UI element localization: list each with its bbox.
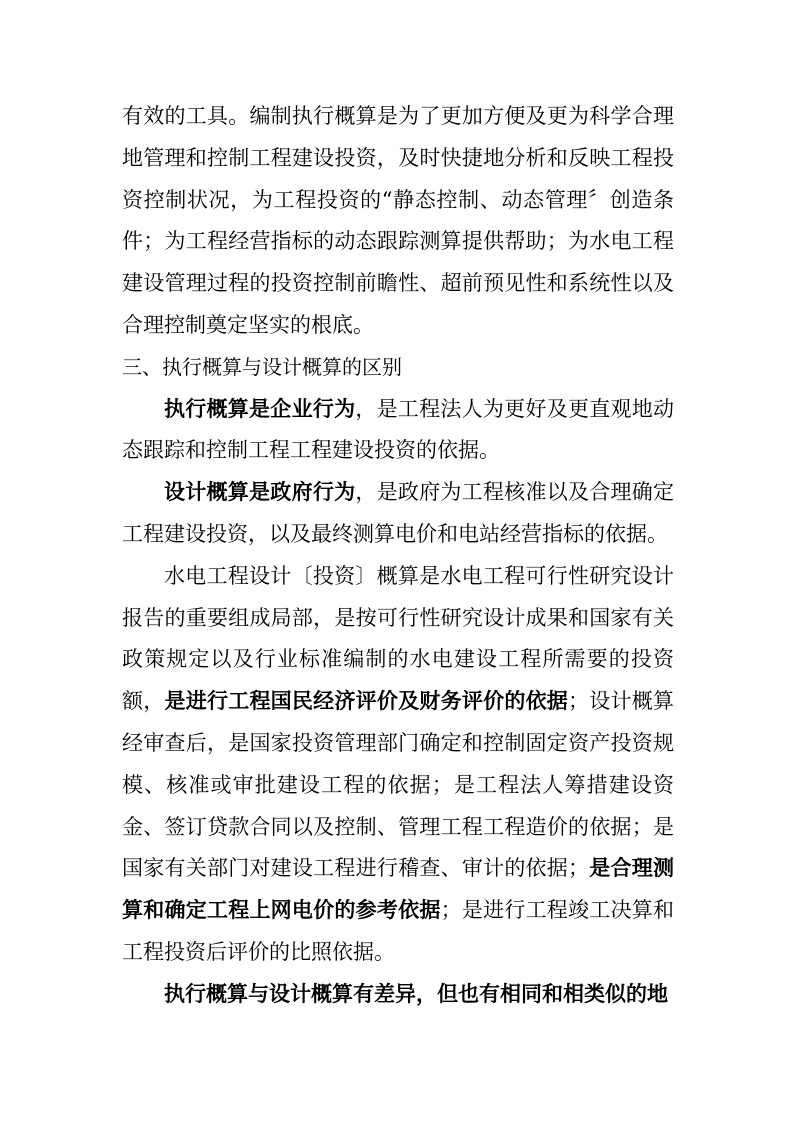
bold-phrase: 是进行工程国民经济评价及财务评价的依据 [164,689,569,714]
paragraph-text: 水电工程设计〔投资〕概算是水电工程可行性研究设计报告的重要组成局部，是按可行性研究设计成果和国家有关政策规定以及行业标准编制的水电建设工程所需要的投资额， [122,563,674,714]
paragraph-design-budget [122,472,674,556]
bold-phrase: 执行概算是企业行为 [164,396,356,421]
paragraph-text: ；是进行工程竣工决算和工程投资后评价的比照依据。 [122,898,675,964]
paragraph-execution-budget [122,389,674,473]
paragraph-text: ，是工程法人为更好及更直观地动态跟踪和控制工程工程建设投资的依据。 [122,396,675,463]
bold-phrase: 是合理测算和确定工程上网电价的参考依据 [122,856,675,923]
section-heading: 三、执行概算与设计概算的区别 [122,354,402,379]
bold-phrase: 执行概算与设计概算有差异，但也有相同和相类似的地 [164,981,668,1006]
paragraph-intro: 有效的工具。编制执行概算是为了更加方便及更为科学合理地管理和控制工程建设投资，及时快捷地分析和反映工程投资控制状况，为工程投资的“静态控制、动态管理〞创造条件；为工程经营指标的动态跟踪测算提供帮助；为水电工程建设管理过程的投资控制前瞻性、超前预见性和系统性以及合理控制奠定坚实的根底。 [122,104,674,337]
paragraph-design-budget-detail [122,556,674,974]
document-body [122,96,674,1016]
paragraph-text: ；设计概算经审查后，是国家投资管理部门确定和控制固定资产投资规模、核准或审批建设工程的依据；是工程法人筹措建设资金、签订贷款合同以及控制、管理工程工程造价的依据；是国家有关部门对建设工程进行稽查、审计的依据； [122,689,675,881]
bold-phrase: 设计概算是政府行为 [164,480,356,505]
paragraph-text: ，是政府为工程核准以及合理确定工程建设投资，以及最终测算电价和电站经营指标的依据。 [122,480,675,546]
paragraph-difference [122,974,674,1016]
